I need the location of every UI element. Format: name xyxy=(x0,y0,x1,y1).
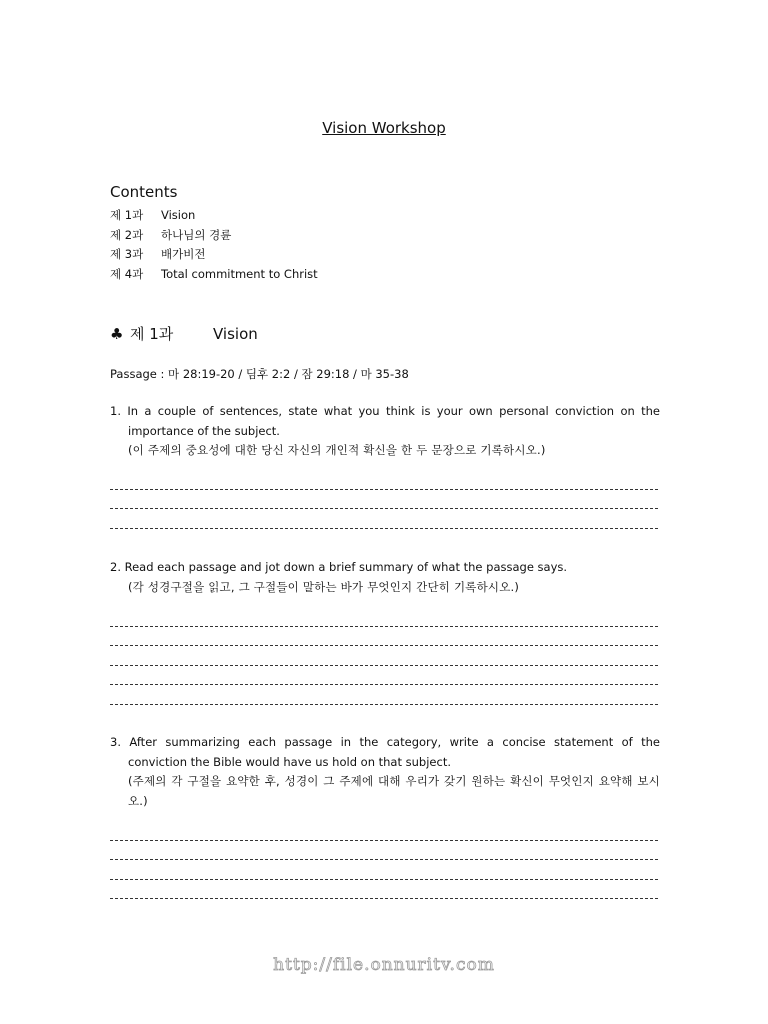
source-watermark: http://file.onnuritv.com xyxy=(273,955,495,975)
question-korean: (각 성경구절을 읽고, 그 구절들이 말하는 바가 무엇인지 간단히 기록하시오.) xyxy=(128,579,520,594)
answer-line[interactable] xyxy=(110,627,658,647)
lesson-heading xyxy=(110,323,258,344)
lesson-number: 제 1과 xyxy=(130,325,174,343)
contents-item-number: 제 1과 xyxy=(110,208,144,222)
passage-reference: Passage : 마 28:19-20 / 딤후 2:2 / 잠 29:18 / 마 35-38 xyxy=(110,367,409,381)
contents-list xyxy=(110,206,318,284)
contents-item-label: Total commitment to Christ xyxy=(161,266,318,281)
question-korean: (주제의 각 구절을 요약한 후, 성경이 그 주제에 대해 우리가 갖기 원하는 확신이 무엇인지 요약해 보시오.) xyxy=(128,774,660,808)
contents-item-label: 하나님의 경륜 xyxy=(161,227,232,242)
answer-line[interactable] xyxy=(110,685,658,705)
contents-heading: Contents xyxy=(110,183,178,201)
contents-item-label: 배가비전 xyxy=(161,247,206,261)
question-english: 1. In a couple of sentences, state what you think is your own personal conviction on the importance of the subject. xyxy=(110,404,660,438)
question-english: 2. Read each passage and jot down a brief summary of what the passage says. xyxy=(110,560,568,574)
contents-item-label: Vision xyxy=(161,208,196,222)
contents-item-number: 제 4과 xyxy=(110,266,144,281)
answer-line[interactable] xyxy=(110,470,658,490)
answer-line[interactable] xyxy=(110,821,658,841)
lesson-title: Vision xyxy=(213,325,258,343)
contents-item-number: 제 3과 xyxy=(110,247,144,261)
answer-line[interactable] xyxy=(110,646,658,666)
answer-lines-1 xyxy=(110,470,658,529)
answer-line[interactable] xyxy=(110,490,658,510)
answer-line[interactable] xyxy=(110,841,658,861)
answer-lines-3 xyxy=(110,821,658,899)
answer-line[interactable] xyxy=(110,666,658,686)
question-2 xyxy=(110,558,660,597)
question-korean: (이 주제의 중요성에 대한 당신 자신의 개인적 확신을 한 두 문장으로 기록하시오.) xyxy=(128,443,546,457)
contents-item xyxy=(110,245,318,265)
answer-line[interactable] xyxy=(110,860,658,880)
club-icon: ♣ xyxy=(110,325,124,343)
answer-line[interactable] xyxy=(110,607,658,627)
contents-item xyxy=(110,226,318,246)
question-3 xyxy=(110,733,660,811)
answer-line[interactable] xyxy=(110,509,658,529)
document-title: Vision Workshop xyxy=(322,119,446,137)
answer-line[interactable] xyxy=(110,880,658,900)
question-english: 3. After summarizing each passage in the category, write a concise statement of the conviction the Bible would have us hold on that subject. xyxy=(110,735,660,769)
contents-item-number: 제 2과 xyxy=(110,227,144,242)
contents-item xyxy=(110,206,318,226)
question-1 xyxy=(110,402,660,461)
contents-item xyxy=(110,265,318,285)
answer-lines-2 xyxy=(110,607,658,705)
